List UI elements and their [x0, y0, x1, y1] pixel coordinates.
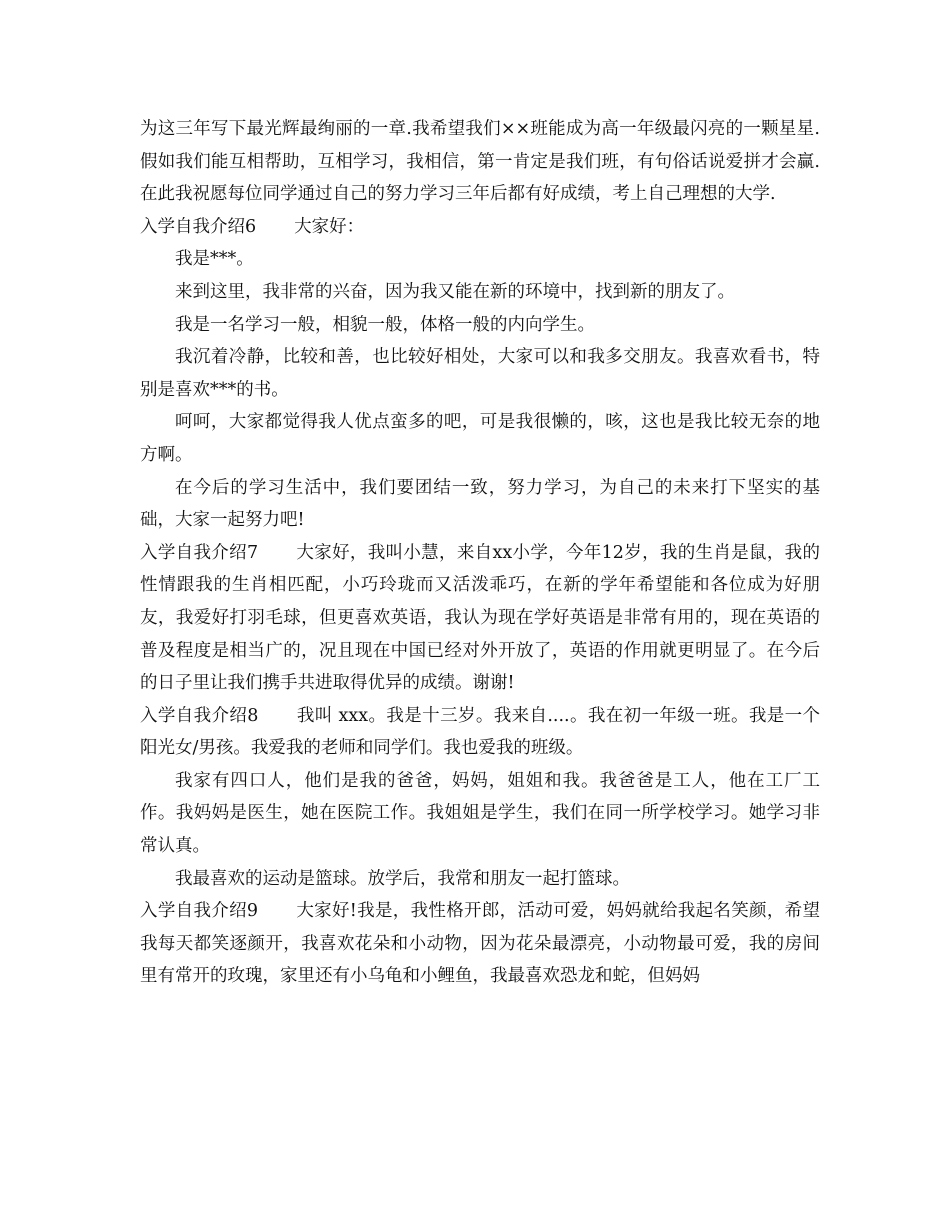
- paragraph: 呵呵，大家都觉得我人优点蛮多的吧，可是我很懒的，咳，这也是我比较无奈的地方啊。: [140, 412, 820, 465]
- intro-9-heading-paragraph: [140, 895, 820, 993]
- paragraph: 我沉着冷静，比较和善，也比较好相处，大家可以和我多交朋友。我喜欢看书，特别是喜欢***的书。: [140, 347, 820, 400]
- paragraph: 我最喜欢的运动是篮球。放学后，我常和朋友一起打篮球。: [175, 868, 630, 889]
- intro-6-greeting: 大家好：: [294, 216, 365, 237]
- paragraph: 我是一名学习一般，相貌一般，体格一般的内向学生。: [175, 314, 595, 335]
- intro-7-text: 大家好，我叫小慧，来自xx小学，今年12岁，我的生肖是鼠，我的性情跟我的生肖相匹配，小巧玲珑而又活泼乖巧，在新的学年希望能和各位成为好朋友，我爱好打羽毛球，但更喜欢英语，我认为现在学好英语是非常有用的，现在英语的普及程度是相当广的，况且现在中国已经对外开放了，英语的作用就更明显了。在今后的日子里让我们携手共进取得优异的成绩。谢谢!: [140, 542, 820, 694]
- intro-8-text: 我叫 xxx。我是十三岁。我来自....。我在初一年级一班。我是一个阳光女/男孩。我爱我的老师和同学们。我也爱我的班级。: [140, 705, 820, 759]
- intro-8-heading-paragraph: [140, 700, 820, 765]
- section-heading-6: 入学自我介绍6: [140, 216, 257, 237]
- intro-9-text: 大家好!我是，我性格开郎，活动可爱，妈妈就给我起名笑颜，希望我每天都笑逐颜开，我喜欢花朵和小动物，因为花朵最漂亮，小动物最可爱，我的房间里有常开的玫瑰，家里还有小乌龟和小鲤鱼，我最喜欢恐龙和蛇，但妈妈: [140, 901, 821, 987]
- section-heading-8: 入学自我介绍8: [140, 705, 259, 726]
- section-heading-7: 入学自我介绍7: [140, 542, 259, 563]
- section-heading-9: 入学自我介绍9: [140, 901, 259, 922]
- intro-6-heading-paragraph: [140, 211, 820, 244]
- paragraph: 我是***。: [175, 249, 254, 270]
- intro-7-heading-paragraph: [140, 537, 820, 700]
- document-body: [140, 113, 820, 993]
- paragraph: 来到这里，我非常的兴奋，因为我又能在新的环境中，找到新的朋友了。: [175, 281, 735, 302]
- paragraph-continuation: 为这三年写下最光辉最绚丽的一章.我希望我们××班能成为高一年级最闪亮的一颗星星.假如我们能互相帮助，互相学习，我相信，第一肯定是我们班，有句俗话说爱拼才会赢.在此我祝愿每位同学通过自己的努力学习三年后都有好成绩，考上自己理想的大学.: [140, 119, 820, 205]
- paragraph: 在今后的学习生活中，我们要团结一致，努力学习，为自己的未来打下坚实的基础，大家一起努力吧!: [140, 477, 820, 531]
- paragraph: 我家有四口人，他们是我的爸爸，妈妈，姐姐和我。我爸爸是工人，他在工厂工作。我妈妈是医生，她在医院工作。我姐姐是学生，我们在同一所学校学习。她学习非常认真。: [140, 770, 820, 857]
